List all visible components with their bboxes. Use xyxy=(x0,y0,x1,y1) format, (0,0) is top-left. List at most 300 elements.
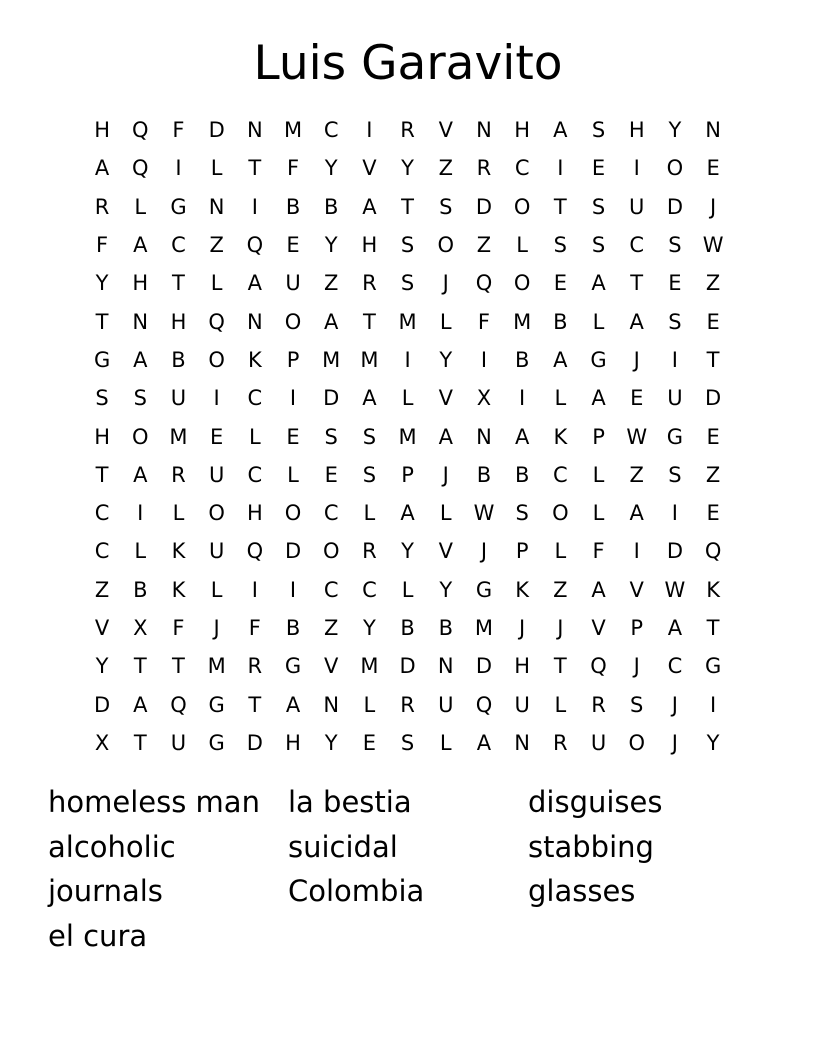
grid-letter: L xyxy=(439,501,452,526)
grid-letter: A xyxy=(476,730,492,755)
grid-letter: Z xyxy=(94,577,110,602)
grid-letter: S xyxy=(362,424,377,449)
grid-letter: R xyxy=(247,654,263,679)
grid-letter: G xyxy=(704,654,722,679)
grid-letter: S xyxy=(630,692,644,717)
page-title: Luis Garavito xyxy=(253,36,563,91)
grid-letter: F xyxy=(248,616,261,640)
grid-letter: O xyxy=(552,501,569,526)
grid-letter: J xyxy=(633,654,640,679)
grid-letter: T xyxy=(95,309,109,334)
grid-letter: A xyxy=(362,386,377,411)
grid-letter: B xyxy=(285,194,301,219)
grid-letter: E xyxy=(668,271,682,296)
grid-letter: I xyxy=(480,347,488,372)
grid-letter: O xyxy=(132,424,149,449)
grid-letter: L xyxy=(439,309,452,334)
grid-letter: O xyxy=(628,730,645,755)
grid-letter: C xyxy=(362,577,377,602)
grid-letter: D xyxy=(705,386,722,411)
grid-letter: I xyxy=(251,194,258,219)
grid-letter: I xyxy=(633,156,640,181)
grid-letter: S xyxy=(95,386,109,411)
grid-letter: M xyxy=(207,654,226,679)
grid-letter: T xyxy=(133,730,147,755)
grid-letter: J xyxy=(671,730,678,755)
grid-letter: Y xyxy=(401,539,414,564)
grid-letter: N xyxy=(705,118,721,143)
grid-letter: S xyxy=(400,233,415,258)
grid-letter: Q xyxy=(475,692,493,717)
grid-letter: M xyxy=(398,424,417,449)
grid-letter: L xyxy=(363,692,376,717)
grid-letter: K xyxy=(247,347,262,372)
grid-row xyxy=(83,111,732,149)
grid-letter: C xyxy=(94,539,110,564)
grid-letter: H xyxy=(94,424,110,449)
grid-letter: P xyxy=(286,347,300,372)
grid-letter: H xyxy=(628,118,645,143)
grid-letter: O xyxy=(513,194,531,219)
grid-row xyxy=(83,379,732,417)
grid-letter: E xyxy=(286,424,300,449)
grid-letter: O xyxy=(208,347,225,372)
grid-letter: S xyxy=(439,194,453,219)
grid-letter: O xyxy=(666,156,684,181)
grid-letter: L xyxy=(554,539,567,564)
grid-letter: B xyxy=(400,616,415,640)
grid-letter: A xyxy=(553,118,568,143)
grid-letter: S xyxy=(668,233,682,258)
grid-letter: H xyxy=(514,654,531,679)
grid-letter: G xyxy=(590,347,607,372)
grid-letter: U xyxy=(514,692,530,717)
grid-letter: M xyxy=(513,309,532,334)
grid-letter: V xyxy=(438,539,453,564)
grid-letter: M xyxy=(398,309,417,334)
grid-letter: R xyxy=(362,271,377,296)
grid-letter: Z xyxy=(324,271,339,296)
grid-letter: J xyxy=(442,462,449,487)
grid-letter: Q xyxy=(170,692,187,717)
grid-letter: P xyxy=(515,539,529,564)
grid-letter: A xyxy=(629,309,644,334)
grid-letter: M xyxy=(360,347,379,372)
grid-letter: Z xyxy=(438,156,453,181)
grid-letter: J xyxy=(442,271,449,296)
grid-letter: W xyxy=(702,233,724,258)
grid-letter: O xyxy=(208,501,225,526)
grid-letter: X xyxy=(133,616,148,640)
grid-letter: R xyxy=(94,194,110,219)
grid-letter: A xyxy=(438,424,453,449)
grid-letter: Q xyxy=(704,539,722,564)
grid-letter: C xyxy=(171,233,186,258)
grid-letter: Q xyxy=(208,309,225,334)
grid-letter: W xyxy=(473,501,495,526)
grid-letter: U xyxy=(438,692,454,717)
grid-letter: H xyxy=(94,118,110,143)
grid-letter: R xyxy=(476,156,492,181)
grid-letter: W xyxy=(664,577,686,602)
grid-letter: L xyxy=(248,424,261,449)
grid-letter: B xyxy=(324,194,339,219)
grid-letter: L xyxy=(516,233,528,258)
grid-letter: Y xyxy=(439,347,453,372)
grid-letter: S xyxy=(668,309,682,334)
grid-letter: U xyxy=(208,539,225,564)
grid-letter: T xyxy=(401,194,414,219)
grid-letter: D xyxy=(94,692,111,717)
grid-letter: L xyxy=(210,577,223,602)
grid-letter: V xyxy=(362,156,377,181)
grid-letter: Y xyxy=(668,118,682,143)
grid-row xyxy=(83,341,732,379)
word-list-item: stabbing xyxy=(528,829,654,864)
grid-letter: E xyxy=(324,462,338,487)
grid-letter: E xyxy=(706,501,720,526)
grid-letter: U xyxy=(629,194,645,219)
grid-letter: S xyxy=(553,233,568,258)
grid-row xyxy=(83,188,732,226)
grid-letter: S xyxy=(668,462,682,487)
word-list-item: suicidal xyxy=(288,829,398,864)
grid-letter: B xyxy=(285,616,301,640)
grid-letter: R xyxy=(400,692,415,717)
grid-letter: O xyxy=(513,271,531,296)
grid-letter: C xyxy=(629,233,645,258)
grid-letter: L xyxy=(172,501,185,526)
grid-letter: F xyxy=(172,616,185,640)
grid-letter: S xyxy=(400,730,415,755)
grid-letter: T xyxy=(95,462,109,487)
grid-letter: L xyxy=(439,730,452,755)
grid-letter: J xyxy=(633,347,640,372)
grid-letter: Z xyxy=(209,233,224,258)
grid-letter: C xyxy=(553,462,568,487)
grid-letter: I xyxy=(633,539,640,564)
grid-letter: A xyxy=(514,424,530,449)
grid-letter: X xyxy=(476,386,492,411)
grid-row xyxy=(83,724,732,762)
grid-letter: Y xyxy=(324,156,338,181)
grid-letter: B xyxy=(171,347,186,372)
grid-letter: N xyxy=(132,309,149,334)
grid-letter: B xyxy=(514,462,530,487)
grid-letter: D xyxy=(246,730,263,755)
grid-letter: G xyxy=(475,577,493,602)
grid-row xyxy=(83,647,732,685)
grid-row xyxy=(83,149,732,187)
grid-letter: A xyxy=(133,233,148,258)
grid-letter: G xyxy=(666,424,684,449)
grid-letter: A xyxy=(133,347,148,372)
grid-letter: A xyxy=(133,462,148,487)
grid-letter: O xyxy=(284,309,302,334)
grid-letter: A xyxy=(133,692,148,717)
grid-row xyxy=(83,226,732,264)
grid-letter: P xyxy=(592,424,605,449)
grid-letter: W xyxy=(626,424,648,449)
grid-letter: V xyxy=(438,386,453,411)
grid-letter: Q xyxy=(246,539,264,564)
grid-letter: K xyxy=(171,539,186,564)
grid-letter: A xyxy=(400,501,415,526)
grid-letter: Q xyxy=(590,654,607,679)
grid-letter: K xyxy=(515,577,530,602)
grid-letter: N xyxy=(437,654,454,679)
grid-letter: I xyxy=(366,118,373,143)
grid-letter: H xyxy=(514,118,531,143)
grid-letter: V xyxy=(438,118,453,143)
grid-letter: Q xyxy=(475,271,493,296)
grid-letter: A xyxy=(285,692,301,717)
grid-letter: V xyxy=(591,616,606,640)
grid-letter: Z xyxy=(705,271,721,296)
grid-letter: S xyxy=(591,118,606,143)
grid-letter: M xyxy=(283,118,303,143)
word-list-item: el cura xyxy=(48,919,148,954)
grid-letter: D xyxy=(666,539,683,564)
grid-letter: J xyxy=(557,616,564,640)
grid-letter: B xyxy=(553,309,568,334)
grid-letter: H xyxy=(132,271,149,296)
grid-letter: N xyxy=(514,730,531,755)
grid-letter: L xyxy=(363,501,376,526)
grid-letter: L xyxy=(134,194,147,219)
grid-letter: L xyxy=(592,309,605,334)
grid-letter: L xyxy=(210,271,223,296)
grid-letter: I xyxy=(251,577,258,602)
grid-letter: L xyxy=(401,386,414,411)
grid-letter: I xyxy=(404,347,411,372)
grid-letter: R xyxy=(591,692,606,717)
grid-letter: Z xyxy=(324,616,339,640)
grid-letter: T xyxy=(172,271,185,296)
grid-letter: Y xyxy=(324,233,338,258)
grid-letter: D xyxy=(208,118,225,143)
grid-letter: M xyxy=(169,424,188,449)
grid-letter: T xyxy=(630,271,644,296)
grid-letter: E xyxy=(210,424,224,449)
grid-letter: R xyxy=(553,730,568,755)
word-list-item: journals xyxy=(48,874,163,909)
grid-letter: Y xyxy=(324,730,338,755)
grid-letter: A xyxy=(591,271,606,296)
grid-letter: U xyxy=(170,386,187,411)
grid-letter: E xyxy=(706,424,720,449)
grid-letter: I xyxy=(709,692,717,717)
grid-letter: A xyxy=(553,347,568,372)
grid-letter: M xyxy=(322,347,341,372)
grid-letter: T xyxy=(133,654,147,679)
grid-letter: A xyxy=(591,577,606,602)
grid-row xyxy=(83,264,732,302)
grid-letter: J xyxy=(671,692,678,717)
grid-letter: K xyxy=(171,577,186,602)
grid-letter: F xyxy=(96,233,109,258)
grid-letter: N xyxy=(246,118,263,143)
grid-letter: G xyxy=(208,692,225,717)
grid-row xyxy=(83,532,732,570)
grid-letter: E xyxy=(286,233,300,258)
grid-letter: A xyxy=(362,194,377,219)
grid-letter: S xyxy=(591,194,606,219)
grid-letter: E xyxy=(553,271,567,296)
grid-letter: L xyxy=(592,462,605,487)
grid-letter: D xyxy=(666,194,683,219)
grid-letter: E xyxy=(362,730,377,755)
word-list-item: glasses xyxy=(528,874,636,909)
grid-letter: Q xyxy=(246,233,264,258)
grid-letter: Y xyxy=(95,271,109,296)
grid-letter: C xyxy=(323,501,339,526)
grid-letter: H xyxy=(285,730,301,755)
grid-letter: F xyxy=(477,309,491,334)
grid-letter: V xyxy=(324,654,339,679)
grid-letter: E xyxy=(706,156,720,181)
grid-letter: L xyxy=(134,539,147,564)
grid-letter: C xyxy=(247,462,263,487)
grid-letter: Y xyxy=(362,616,376,640)
grid-letter: C xyxy=(94,501,110,526)
grid-letter: N xyxy=(246,309,263,334)
grid-letter: C xyxy=(323,577,339,602)
grid-letter: L xyxy=(287,462,299,487)
grid-letter: M xyxy=(360,654,379,679)
grid-letter: E xyxy=(591,156,606,181)
grid-letter: T xyxy=(553,194,567,219)
grid-letter: U xyxy=(285,271,301,296)
grid-letter: J xyxy=(709,194,717,219)
grid-letter: O xyxy=(284,501,302,526)
grid-letter: V xyxy=(629,577,644,602)
grid-letter: I xyxy=(137,501,144,526)
grid-letter: J xyxy=(480,539,488,564)
grid-letter: R xyxy=(171,462,186,487)
grid-letter: I xyxy=(175,156,182,181)
grid-letter: S xyxy=(400,271,415,296)
grid-letter: K xyxy=(706,577,720,602)
grid-letter: Y xyxy=(706,730,720,755)
grid-letter: C xyxy=(323,118,339,143)
grid-letter: V xyxy=(94,616,110,640)
grid-letter: L xyxy=(554,386,567,411)
grid-letter: A xyxy=(591,386,606,411)
grid-letter: C xyxy=(247,386,263,411)
grid-letter: R xyxy=(400,118,415,143)
grid-letter: D xyxy=(475,194,493,219)
grid-letter: U xyxy=(208,462,225,487)
grid-letter: I xyxy=(557,156,564,181)
grid-row xyxy=(83,609,732,647)
grid-row xyxy=(83,456,732,494)
grid-row xyxy=(83,685,732,723)
grid-letter: Z xyxy=(476,233,492,258)
grid-letter: I xyxy=(289,386,297,411)
grid-letter: P xyxy=(401,462,414,487)
word-list-item: disguises xyxy=(528,785,663,819)
grid-letter: H xyxy=(246,501,263,526)
grid-letter: Z xyxy=(553,577,568,602)
grid-letter: F xyxy=(172,118,185,143)
grid-letter: L xyxy=(554,692,567,717)
grid-letter: D xyxy=(475,654,493,679)
grid-row xyxy=(83,417,732,455)
grid-letter: K xyxy=(553,424,568,449)
grid-letter: L xyxy=(592,501,605,526)
grid-letter: H xyxy=(170,309,187,334)
grid-letter: T xyxy=(172,654,185,679)
grid-letter: J xyxy=(519,616,526,640)
grid-letter: D xyxy=(284,539,302,564)
word-list xyxy=(48,780,768,959)
grid-letter: N xyxy=(476,118,492,143)
grid-letter: X xyxy=(94,730,110,755)
grid-letter: I xyxy=(519,386,526,411)
grid-letter: N xyxy=(208,194,225,219)
grid-letter: D xyxy=(323,386,340,411)
grid-letter: L xyxy=(401,577,414,602)
grid-letter: U xyxy=(170,730,187,755)
grid-letter: I xyxy=(213,386,220,411)
grid-letter: S xyxy=(591,233,606,258)
grid-letter: F xyxy=(286,156,300,181)
grid-letter: D xyxy=(399,654,416,679)
grid-letter: T xyxy=(362,309,376,334)
grid-letter: P xyxy=(630,616,644,640)
letter-grid xyxy=(83,111,732,762)
grid-letter: T xyxy=(248,692,262,717)
grid-letter: G xyxy=(170,194,187,219)
grid-letter: Y xyxy=(401,156,414,181)
grid-letter: Z xyxy=(629,462,644,487)
grid-letter: B xyxy=(133,577,148,602)
grid-letter: S xyxy=(515,501,529,526)
grid-letter: G xyxy=(208,730,225,755)
grid-letter: B xyxy=(476,462,492,487)
grid-letter: A xyxy=(324,309,339,334)
grid-letter: S xyxy=(133,386,147,411)
grid-letter: U xyxy=(667,386,683,411)
word-list-item: la bestia xyxy=(288,785,412,819)
grid-letter: T xyxy=(706,347,720,372)
word-list-item: Colombia xyxy=(288,874,425,909)
grid-letter: A xyxy=(629,501,644,526)
grid-letter: O xyxy=(322,539,340,564)
grid-letter: R xyxy=(362,539,377,564)
grid-letter: L xyxy=(210,156,223,181)
grid-letter: Q xyxy=(132,156,149,181)
word-list-item: alcoholic xyxy=(48,829,176,864)
grid-letter: O xyxy=(437,233,455,258)
grid-letter: A xyxy=(94,156,110,181)
grid-letter: A xyxy=(247,271,263,296)
grid-letter: G xyxy=(284,654,302,679)
grid-letter: J xyxy=(213,616,220,640)
grid-letter: A xyxy=(667,616,683,640)
grid-row xyxy=(83,302,732,340)
grid-letter: I xyxy=(671,347,678,372)
grid-letter: B xyxy=(514,347,530,372)
grid-letter: G xyxy=(93,347,111,372)
grid-letter: Y xyxy=(95,654,109,679)
grid-letter: I xyxy=(671,501,678,526)
grid-letter: I xyxy=(289,577,297,602)
grid-letter: S xyxy=(362,462,377,487)
grid-letter: Y xyxy=(439,577,453,602)
grid-letter: E xyxy=(630,386,644,411)
